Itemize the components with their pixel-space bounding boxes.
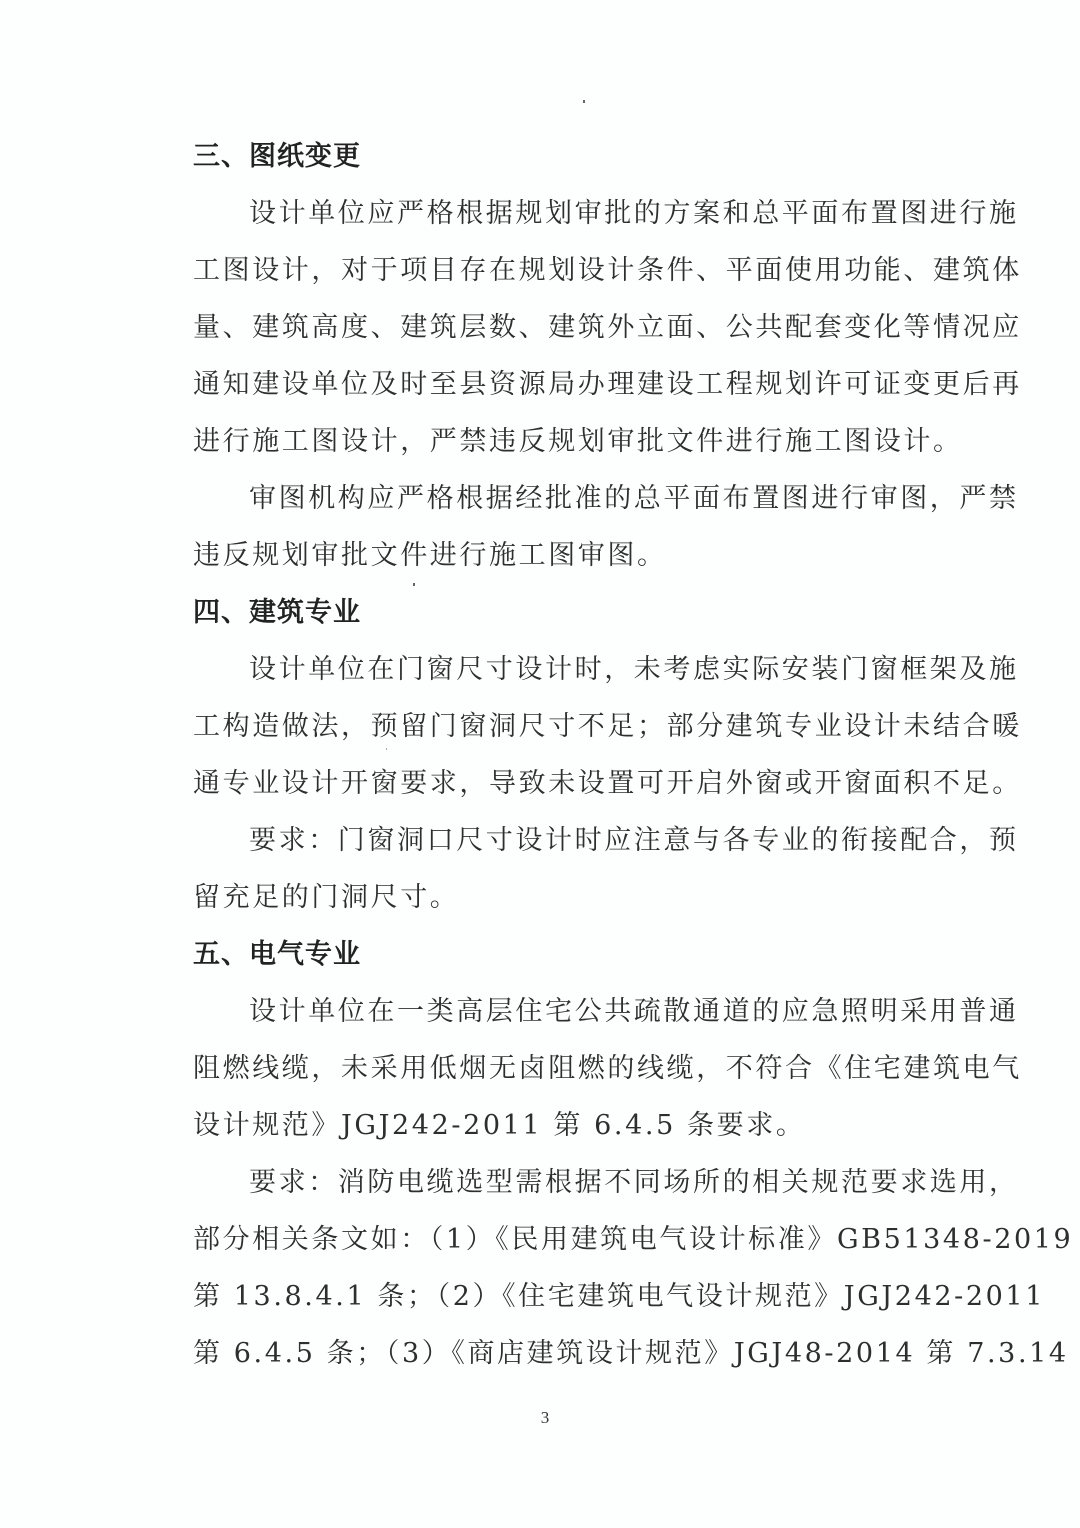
text-line: 第 6.4.5 条；（3）《商店建筑设计规范》JGJ48-2014 第 7.3.14 bbox=[193, 1338, 1069, 1369]
text-line: 工构造做法，预留门窗洞尺寸不足；部分建筑专业设计未结合暖 bbox=[193, 711, 1022, 742]
paragraph-electrical-requirement bbox=[137, 1154, 1074, 1382]
scan-artifact bbox=[386, 748, 387, 750]
section-heading-electrical: 五、电气专业 bbox=[193, 939, 361, 970]
text-line: 工图设计，对于项目存在规划设计条件、平面使用功能、建筑体 bbox=[193, 255, 1022, 286]
text-line: 量、建筑高度、建筑层数、建筑外立面、公共配套变化等情况应 bbox=[193, 312, 1022, 343]
text-line: 第 13.8.4.1 条；（2）《住宅建筑电气设计规范》JGJ242-2011 bbox=[193, 1281, 1045, 1312]
section-heading-architecture: 四、建筑专业 bbox=[193, 597, 361, 628]
text-line: 进行施工图设计，严禁违反规划审批文件进行施工图设计。 bbox=[193, 426, 963, 457]
text-line: 通知建设单位及时至县资源局办理建设工程规划许可证变更后再 bbox=[193, 369, 1022, 400]
text-line: 设计单位应严格根据规划审批的方案和总平面布置图进行施 bbox=[249, 198, 1019, 229]
text-line: 留充足的门洞尺寸。 bbox=[193, 882, 460, 913]
text-line: 部分相关条文如：（1）《民用建筑电气设计标准》GB51348-2019 bbox=[193, 1224, 1074, 1255]
paragraph-review-agency bbox=[137, 470, 1019, 584]
text-line: 要求：门窗洞口尺寸设计时应注意与各专业的衔接配合，预 bbox=[249, 825, 1019, 856]
text-line: 违反规划审批文件进行施工图审图。 bbox=[193, 540, 667, 571]
paragraph-design-unit-planning bbox=[137, 185, 1022, 470]
scan-artifact bbox=[413, 583, 415, 586]
section-heading-drawing-changes: 三、图纸变更 bbox=[193, 141, 361, 172]
text-line: 审图机构应严格根据经批准的总平面布置图进行审图，严禁 bbox=[249, 483, 1019, 514]
paragraph-architecture-requirement bbox=[137, 812, 1019, 926]
paragraph-emergency-lighting-cables bbox=[137, 983, 1022, 1154]
page-number: 3 bbox=[540, 1408, 550, 1427]
text-line: 设计规范》JGJ242-2011 第 6.4.5 条要求。 bbox=[193, 1110, 806, 1141]
paragraph-window-door-sizing bbox=[137, 641, 1022, 812]
text-line: 阻燃线缆，未采用低烟无卤阻燃的线缆，不符合《住宅建筑电气 bbox=[193, 1053, 1022, 1084]
text-line: 设计单位在门窗尺寸设计时，未考虑实际安装门窗框架及施 bbox=[249, 654, 1019, 685]
text-line: 要求：消防电缆选型需根据不同场所的相关规范要求选用， bbox=[249, 1167, 1019, 1198]
scan-artifact bbox=[583, 100, 585, 103]
document-body bbox=[137, 128, 1074, 1382]
text-line: 设计单位在一类高层住宅公共疏散通道的应急照明采用普通 bbox=[249, 996, 1019, 1027]
text-line: 通专业设计开窗要求，导致未设置可开启外窗或开窗面积不足。 bbox=[193, 768, 1022, 799]
